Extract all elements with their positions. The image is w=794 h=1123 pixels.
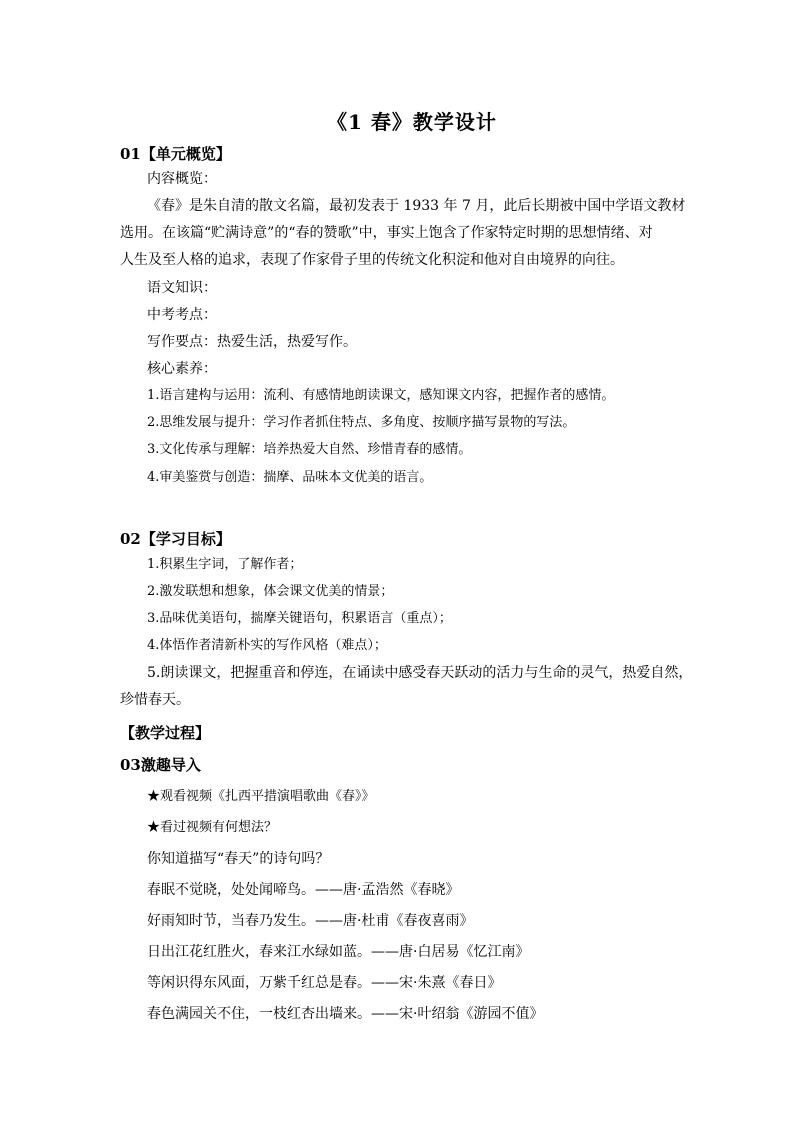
section-heading-teaching-process: 【教学过程】 [120,724,211,742]
poem-line: 春眠不觉晓，处处闻啼鸟。——唐·孟浩然《春晓》 [147,882,460,898]
core-literacy-item: 3.文化传承与理解：培养热爱大自然、珍惜青春的感情。 [147,442,472,457]
learning-goal-item: 5.朗读课文，把握重音和停连，在诵读中感受春天跃动的活力与生命的灵气，热爱自然， [147,665,693,681]
section-heading-goals: 02【学习目标】 [120,530,231,548]
poem-line: 日出江花红胜火，春来江水绿如蓝。——唐·白居易《忆江南》 [147,944,530,960]
subsection-heading-intro: 03激趣导入 [120,756,201,774]
overview-paragraph-line: 人生及至人格的追求，表现了作家骨子里的传统文化积淀和他对自由境界的向往。 [120,252,624,268]
overview-paragraph-line: 《春》是朱自清的散文名篇，最初发表于 1933 年 7 月，此后长期被中国中学语文教材 [147,198,686,214]
core-literacy-item: 4.审美鉴赏与创造：揣摩、品味本文优美的语言。 [147,470,433,485]
poem-question: 你知道描写“春天”的诗句吗？ [147,851,330,867]
poem-line: 好雨知时节，当春乃发生。——唐·杜甫《春夜喜雨》 [147,913,474,929]
learning-goal-item: 3.品味优美语句，揣摩关键语句，积累语言（重点）； [147,611,452,626]
learning-goal-item: 1.积累生字词，了解作者； [147,557,303,572]
writing-points: 写作要点：热爱生活，热爱写作。 [147,334,357,350]
star-item-video: ★观看视频《扎西平措演唱歌曲《春》》 [147,789,375,804]
exam-points-label: 中考考点： [147,307,217,323]
document-title: 《1 春》教学设计 [327,110,497,134]
section-heading-overview: 01【单元概览】 [120,145,231,163]
core-literacy-item: 2.思维发展与提升：学习作者抓住特点、多角度、按顺序描写景物的写法。 [147,415,576,430]
core-literacy-item: 1.语言建构与运用：流利、有感情地朗读课文，感知课文内容，把握作者的感情。 [147,388,615,403]
learning-goal-continuation: 珍惜春天。 [120,692,190,708]
star-item-thoughts: ★看过视频有何想法？ [147,820,278,835]
language-knowledge-label: 语文知识： [147,280,217,296]
content-overview-label: 内容概览： [147,171,217,187]
learning-goal-item: 4.体悟作者清新朴实的写作风格（难点）； [147,638,387,653]
learning-goal-item: 2.激发联想和想象，体会课文优美的情景； [147,584,394,599]
core-literacy-label: 核心素养： [147,361,217,377]
poem-line: 春色满园关不住，一枝红杏出墙来。——宋·叶绍翁《游园不值》 [147,1006,544,1022]
overview-paragraph-line: 选用。在该篇“贮满诗意”的“春的赞歌”中，事实上饱含了作家特定时期的思想情绪、对 [120,225,653,241]
poem-line: 等闲识得东风面，万紫千红总是春。——宋·朱熹《春日》 [147,975,502,991]
